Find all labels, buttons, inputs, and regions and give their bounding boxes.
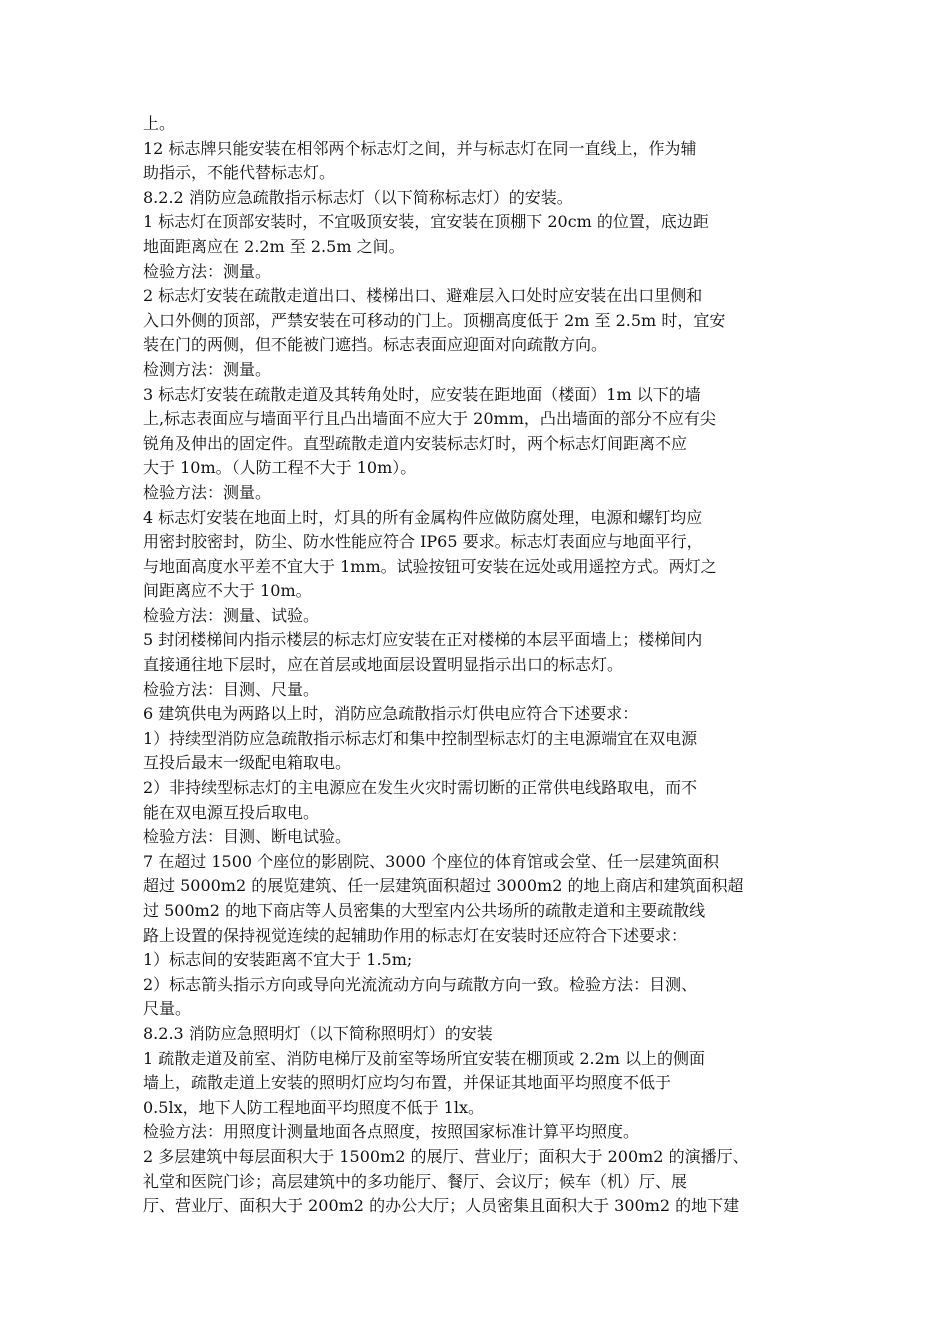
- text-line: 12 标志牌只能安装在相邻两个标志灯之间，并与标志灯在同一直线上，作为辅: [143, 138, 697, 158]
- text-line: 2 标志灯安装在疏散走道出口、楼梯出口、避难层入口处时应安装在出口里侧和: [143, 286, 703, 306]
- text-line: 尺量。: [143, 999, 192, 1019]
- text-line: 1 疏散走道及前室、消防电梯厅及前室等场所宜安装在棚顶或 2.2m 以上的侧面: [143, 1048, 706, 1068]
- text-line: 助指示，不能代替标志灯。: [143, 163, 336, 183]
- text-line: 检测方法：测量。: [143, 359, 272, 379]
- text-line: 检验方法：用照度计测量地面各点照度，按照国家标准计算平均照度。: [143, 1122, 640, 1142]
- text-line: 1 标志灯在顶部安装时，不宜吸顶安装，宜安装在顶棚下 20cm 的位置，底边距: [143, 212, 709, 232]
- text-line: 8.2.3 消防应急照明灯（以下简称照明灯）的安装: [143, 1023, 493, 1043]
- document-body: [143, 112, 811, 1219]
- text-line: 2）标志箭头指示方向或导向光流流动方向与疏散方向一致。检验方法：目测、: [143, 974, 698, 994]
- text-line: 间距离应不大于 10m。: [143, 581, 312, 601]
- text-line: 用密封胶密封，防尘、防水性能应符合 IP65 要求。标志灯表面应与地面平行，: [143, 532, 703, 552]
- text-line: 0.5lx，地下人防工程地面平均照度不低于 1lx。: [143, 1097, 484, 1117]
- text-line: 上,标志表面应与墙面平行且凸出墙面不应大于 20mm，凸出墙面的部分不应有尖: [143, 409, 716, 429]
- text-line: 检验方法：目测、断电试验。: [143, 827, 352, 847]
- text-line: 装在门的两侧，但不能被门遮挡。标志表面应迎面对向疏散方向。: [143, 335, 608, 355]
- text-line: 2 多层建筑中每层面积大于 1500m2 的展厅、营业厅；面积大于 200m2 的演播厅、: [143, 1146, 749, 1166]
- text-line: 检验方法：测量、试验。: [143, 605, 320, 625]
- text-line: 上。: [143, 114, 176, 133]
- text-line: 3 标志灯安装在疏散走道及其转角处时，应安装在距地面（楼面）1m 以下的墙: [143, 384, 701, 404]
- text-line: 锐角及伸出的固定件。直型疏散走道内安装标志灯时，两个标志灯间距离不应: [143, 433, 688, 453]
- text-line: 6 建筑供电为两路以上时，消防应急疏散指示灯供电应符合下述要求：: [143, 704, 639, 724]
- text-line: 7 在超过 1500 个座位的影剧院、3000 个座位的体育馆或会堂、任一层建筑面积: [143, 851, 719, 871]
- text-line: 2）非持续型标志灯的主电源应在发生火灾时需切断的正常供电线路取电，而不: [143, 778, 698, 798]
- text-line: 1）标志间的安装距离不宜大于 1.5m;: [143, 950, 413, 970]
- text-line: 墙上，疏散走道上安装的照明灯应均匀布置，并保证其地面平均照度不低于: [143, 1073, 672, 1093]
- text-line: 入口外侧的顶部，严禁安装在可移动的门上。顶棚高度低于 2m 至 2.5m 时，宜安: [143, 310, 726, 330]
- text-line: 1）持续型消防应急疏散指示标志灯和集中控制型标志灯的主电源端宜在双电源: [143, 728, 698, 748]
- text-line: 大于 10m。（人防工程不大于 10m）。: [143, 458, 417, 478]
- text-line: 直接通往地下层时，应在首层或地面层设置明显指示出口的标志灯。: [143, 655, 624, 675]
- text-line: 8.2.2 消防应急疏散指示标志灯（以下简称标志灯）的安装。: [143, 187, 573, 207]
- text-line: 礼堂和医院门诊；高层建筑中的多功能厅、餐厅、会议厅；候车（机）厅、展: [143, 1171, 688, 1191]
- text-line: 检验方法：测量。: [143, 261, 272, 281]
- text-line: 路上设置的保持视觉连续的起辅助作用的标志灯在安装时还应符合下述要求：: [143, 925, 688, 945]
- text-line: 超过 5000m2 的展览建筑、任一层建筑面积超过 3000m2 的地上商店和建筑面积超: [143, 876, 744, 896]
- text-line: 检验方法：测量。: [143, 482, 272, 502]
- text-line: 互投后最末一级配电箱取电。: [143, 753, 352, 773]
- text-line: 地面距离应在 2.2m 至 2.5m 之间。: [143, 236, 405, 256]
- text-line: 4 标志灯安装在地面上时，灯具的所有金属构件应做防腐处理，电源和螺钉均应: [143, 507, 703, 527]
- text-line: 与地面高度水平差不宜大于 1mm。试验按钮可安装在远处或用遥控方式。两灯之: [143, 556, 717, 576]
- text-line: 过 500m2 的地下商店等人员密集的大型室内公共场所的疏散走道和主要疏散线: [143, 901, 706, 920]
- text-line: 能在双电源互投后取电。: [143, 802, 320, 822]
- text-line: 厅、营业厅、面积大于 200m2 的办公大厅；人员密集且面积大于 300m2 的地下建: [143, 1196, 740, 1216]
- text-line: 检验方法：目测、尺量。: [143, 679, 320, 699]
- text-line: 5 封闭楼梯间内指示楼层的标志灯应安装在正对楼梯的本层平面墙上；楼梯间内: [143, 630, 703, 650]
